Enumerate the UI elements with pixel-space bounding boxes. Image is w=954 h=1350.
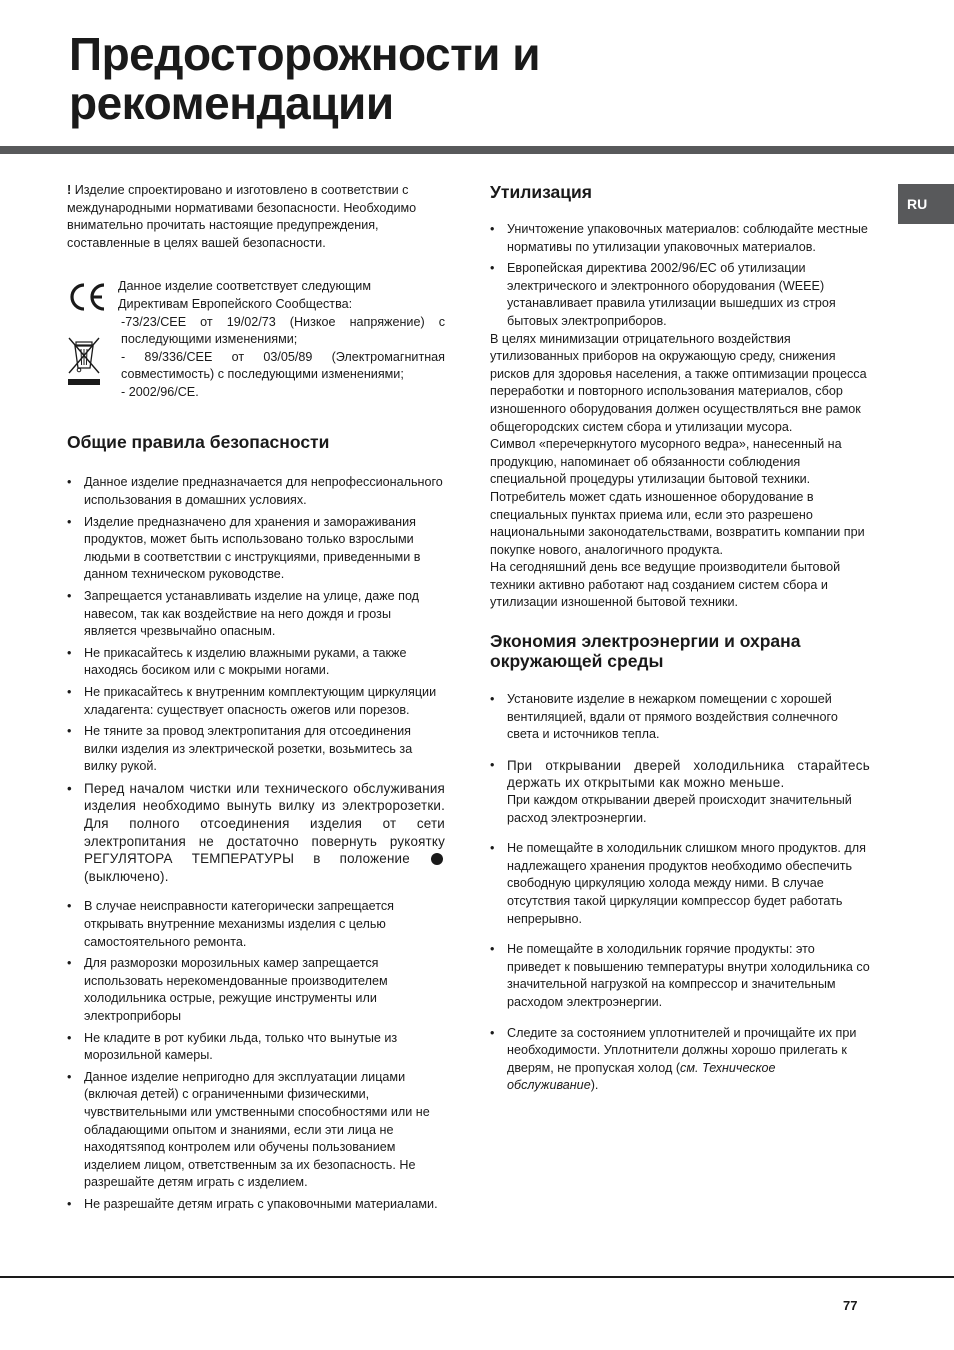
list-item: • Изделие предназначено для хранения и замораживания продуктов, может быть использовано только взрослыми людьми в соответствии с инструкциями, приведенными в данном техническом руководстве. [67,514,445,584]
certification-text [118,278,445,401]
disposal-paragraph: Символ «перечеркнутого мусорного ведра», нанесенный на продукцию, напоминает об обязанности соблюдения специальной процедуры утилизации бытовой техники. [490,437,842,487]
page-number: 77 [843,1298,858,1313]
intro-paragraph [67,182,445,252]
language-tab: RU [898,184,954,224]
cert-directive-low-voltage: -73/23/CEE от 19/02/73 (Низкое напряжение) с последующими изменениями; [121,314,445,347]
page-title [69,30,540,128]
energy-title-line2: окружающей среды [490,651,664,672]
disposal-list [490,221,870,331]
list-item-text: Перед началом чистки или технического обслуживания изделия необходимо вынуть вилку из электророзетки. Для полного отсоединения изделия от сети электропитания не достаточно повернуть рукоятку РЕГУЛЯТОРА ТЕМПЕРАТУРЫ в положение [84,780,445,867]
left-column [67,182,445,1218]
energy-title-line1: Экономия электроэнергии и охрана [490,631,801,652]
list-item-text: • При открывании дверей холодильника старайтесь держать их открытыми как можно меньше. [507,757,870,791]
list-item-text: При каждом открывании дверей происходит значительный расход электроэнергии. [507,793,852,825]
list-item: • Не прикасайтесь к внутренним комплектующим циркуляции хладагента: существует опасность ожегов или порезов. [67,684,445,719]
list-item: • Не кладите в рот кубики льда, только что вынутые из морозильной камеры. [67,1030,445,1065]
list-item [490,757,870,827]
page-header [0,0,954,146]
page-title-line1: Предосторожности и [69,28,540,80]
list-item-text: Следите за состоянием уплотнителей и прочищайте их при необходимости. Уплотнители должны хорошо прилегать к дверям, не пропуская холод ( [507,1025,857,1075]
list-item: • Не прикасайтесь к изделию влажными руками, а также находясь босиком или с мокрыми ногами. [67,645,445,680]
list-item: • Данное изделие непригодно для эксплуатации лицами (включая детей) с ограниченными физическими, чувствительными или умственными способностями или не обладающими опытом и знаниями, если эти лица не находятsяпод контролем или обучены пользованием изделием лицом, ответственным за их безопасность. Не разрешайте детям играть с изделием. [67,1069,445,1192]
energy-list [490,691,870,1095]
certification-block [67,278,445,414]
crossed-bin-icon [67,336,101,388]
disposal-paragraph: На сегодняшний день все ведущие производители бытовой техники активно работают над созданием систем сбора и утилизации изношенной бытовой техники. [490,560,841,610]
page-title-line2: рекомендации [69,77,394,129]
list-item: • Для разморозки морозильных камер запрещается использовать нерекомендованные производителем холодильника острые, режущие инструменты или электроприборы [67,955,445,1025]
list-item: • Установите изделие в нежарком помещении с хорошей вентиляцией, вдали от прямого воздействия солнечного света и источников тепла. [490,691,870,744]
cert-line: Директивам Европейского Сообщества: [118,296,353,311]
ce-mark-icon [67,282,107,312]
list-item [67,780,445,886]
list-item: • Европейская директива 2002/96/EC об утилизации электрического и электронного оборудования (WEEE) устанавливает правила утилизации вышедших из строя бытовых электроприборов. [490,260,870,330]
list-item: • Не помещайте в холодильник слишком много продуктов. для надлежащего хранения продуктов необходимо обеспечить свободную циркуляцию холода между ними. В случае отсутствия такой циркуляции компрессор будет работать непрерывно. [490,840,870,928]
maintenance-reference: см. Техническое обслуживание [507,1060,776,1093]
list-item: • Данное изделие предназначается для непрофессионального использования в домашних условиях. [67,474,445,509]
certification-icons [67,282,107,388]
list-item-text: (выключено). [84,868,169,884]
safety-section-title: Общие правила безопасности [67,432,330,453]
list-item-text: ). [590,1078,599,1093]
warning-mark: ! [67,183,72,197]
cert-line: Данное изделие соответствует следующим [118,279,372,294]
list-item [490,1025,870,1095]
knob-off-icon [431,853,443,865]
energy-section-title [490,631,870,671]
disposal-paragraph: Потребитель может сдать изношенное оборудование в специальных пунктах приема или, если это разрешено национальными законодательствами, возвратить компании при покупке нового, аналогичного продукта. [490,489,865,557]
cert-directive-weee: - 2002/96/CE. [121,384,199,399]
disposal-paragraph: В целях минимизации отрицательного воздействия утилизованных приборов на окружающую среду, снижения рисков для здоровья населения, а также оптимизации процесса переработки и повторного использования материалов, сбор изношенного оборудования должен осуществляться вне рамок общегородских систем сбора и утилизации мусора. [490,331,867,434]
list-item: • Не тяните за провод электропитания для отсоединения вилки изделия из электрической розетки, возьмитесь за вилку рукой. [67,723,445,776]
intro-text: Изделие спроектировано и изготовлено в соответствии с международными нормативами безопасности. Необходимо внимательно прочитать настоящие предупреждения, составленные в целях вашей безопасности. [67,183,417,250]
safety-list [67,474,445,1213]
header-divider-bar [0,146,954,154]
footer-divider [0,1276,954,1278]
cert-directive-emc: - 89/336/CEE от 03/05/89 (Электромагнитная совместимость) с последующими изменениями; [121,349,445,382]
disposal-section-title: Утилизация [490,182,593,202]
list-item: • Не разрешайте детям играть с упаковочными материалами. [67,1196,445,1214]
list-item: • Уничтожение упаковочных материалов: соблюдайте местные нормативы по утилизации упаковочных материалов. [490,221,870,256]
list-item: • Не помещайте в холодильник горячие продукты: это приведет к повышению температуры внутри холодильника со значительной нагрузкой на компрессор и значительным расходом электроэнергии. [490,941,870,1011]
list-item: • Запрещается устанавливать изделие на улице, даже под навесом, так как воздействие на него дождя и грозы является чрезвычайно опасным. [67,588,445,641]
right-column [490,182,870,1108]
list-item: • В случае неисправности категорически запрещается открывать внутренние механизмы изделия с целью самостоятельного ремонта. [67,898,445,951]
